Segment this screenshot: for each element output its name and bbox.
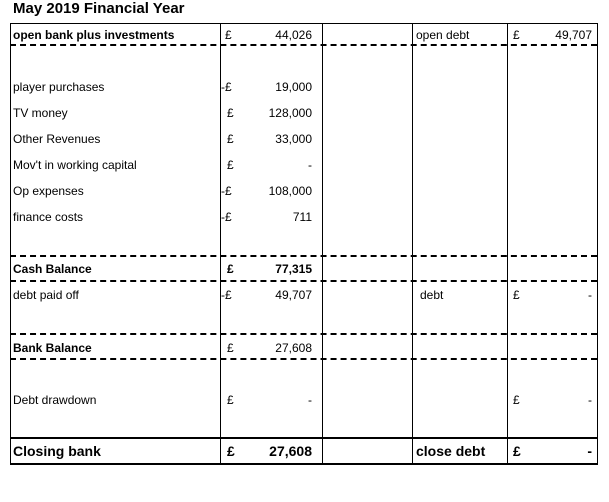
row-label: Op expenses: [13, 184, 84, 198]
row-label: Cash Balance: [13, 262, 92, 276]
grid-line: [597, 23, 598, 465]
row-value: 33,000: [275, 132, 312, 146]
grid-line: [507, 23, 508, 465]
currency-symbol: -£: [221, 288, 232, 302]
grid-line: [10, 23, 597, 24]
grid-line: [10, 358, 597, 360]
row-label: player purchases: [13, 80, 105, 94]
row-label: Mov't in working capital: [13, 158, 137, 172]
right-value: -: [588, 288, 592, 302]
row-label: Bank Balance: [13, 341, 92, 355]
currency-symbol: £: [227, 106, 234, 120]
row-value: 27,608: [275, 341, 312, 355]
grid-line: [10, 437, 597, 439]
grid-line: [10, 280, 597, 282]
grid-line: [322, 23, 323, 465]
right-value: 49,707: [555, 28, 592, 42]
row-label: Debt drawdown: [13, 393, 97, 407]
row-label: open bank plus investments: [13, 28, 175, 42]
right-label: debt: [420, 288, 444, 302]
row-label: TV money: [13, 106, 68, 120]
row-value: 128,000: [268, 106, 312, 120]
row-value: 108,000: [268, 184, 312, 198]
row-value: 27,608: [269, 443, 312, 459]
right-label: open debt: [416, 28, 470, 42]
currency-symbol: £: [227, 443, 235, 459]
currency-symbol: £: [227, 262, 234, 276]
row-label: debt paid off: [13, 288, 79, 302]
currency-symbol: £: [513, 288, 520, 302]
grid-line: [10, 255, 597, 257]
row-value: 44,026: [275, 28, 312, 42]
row-value: -: [308, 393, 312, 407]
row-label: Closing bank: [13, 443, 101, 459]
right-label: close debt: [416, 443, 486, 459]
row-value: 19,000: [275, 80, 312, 94]
currency-symbol: -£: [221, 184, 232, 198]
grid-line: [10, 333, 597, 335]
grid-line: [412, 23, 413, 465]
row-value: 711: [292, 210, 312, 224]
currency-symbol: £: [513, 393, 520, 407]
currency-symbol: £: [513, 443, 521, 459]
right-value: -: [588, 393, 592, 407]
currency-symbol: £: [225, 28, 232, 42]
currency-symbol: £: [227, 132, 234, 146]
row-label: finance costs: [13, 210, 84, 224]
right-value: -: [587, 443, 592, 459]
currency-symbol: £: [227, 341, 234, 355]
currency-symbol: -£: [221, 210, 232, 224]
grid-line: [10, 23, 11, 465]
currency-symbol: -£: [221, 80, 232, 94]
row-value: -: [308, 158, 312, 172]
currency-symbol: £: [513, 28, 520, 42]
sheet-title: May 2019 Financial Year: [13, 0, 185, 17]
row-value: 49,707: [275, 288, 312, 302]
row-value: 77,315: [275, 262, 312, 276]
grid-line: [10, 44, 597, 46]
currency-symbol: £: [227, 158, 234, 172]
row-label: Other Revenues: [13, 132, 101, 146]
currency-symbol: £: [227, 393, 234, 407]
grid-line: [10, 463, 597, 465]
